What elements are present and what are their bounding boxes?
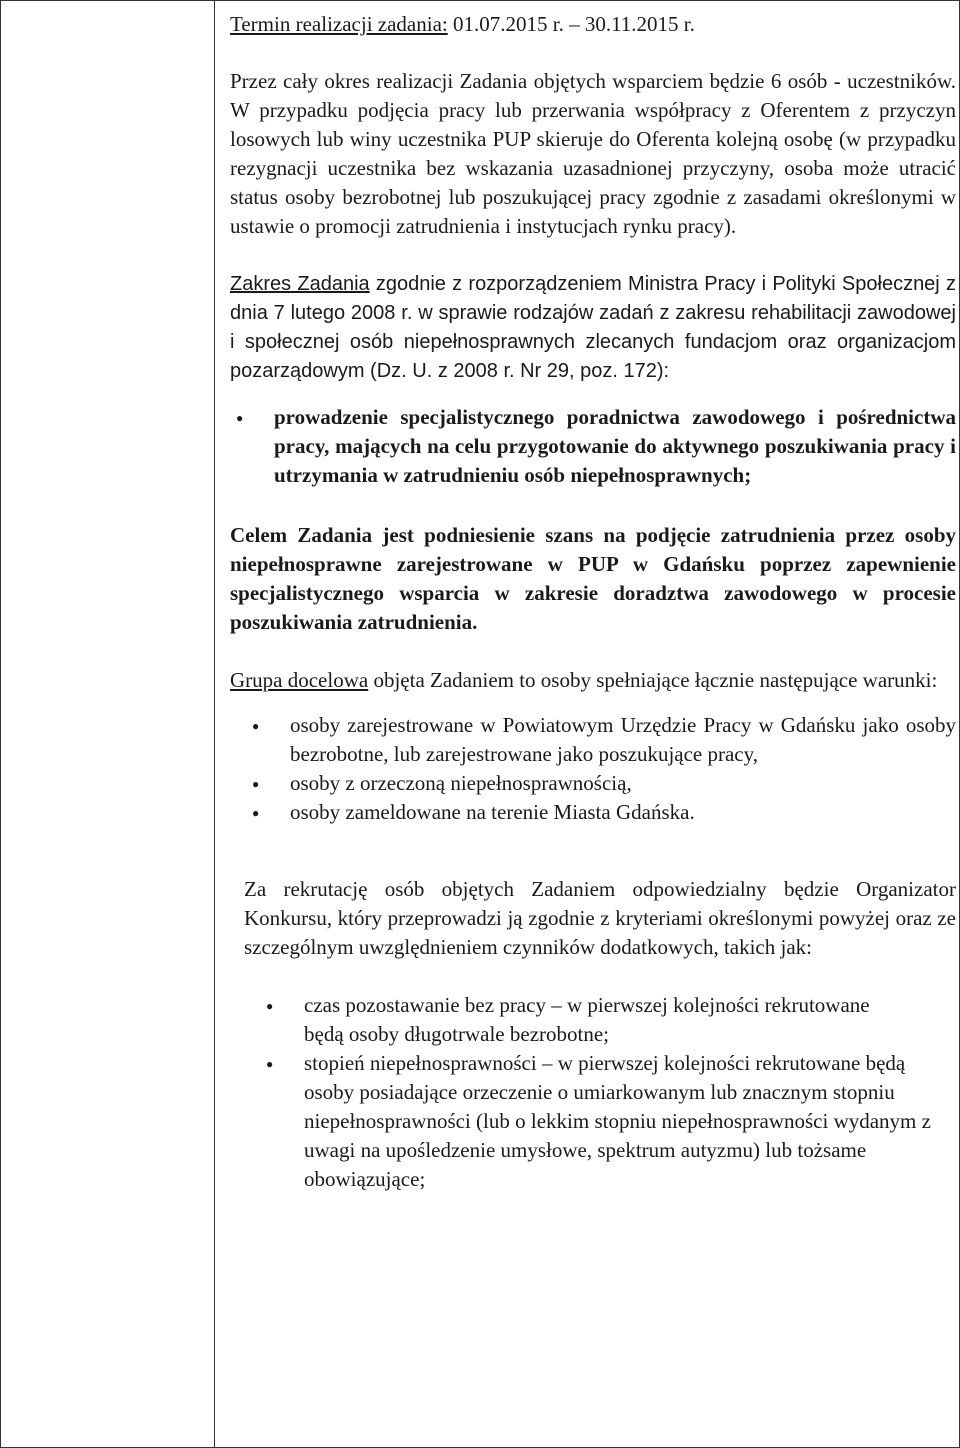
grupa-label: Grupa docelowa: [230, 668, 369, 692]
grupa-text: objęta Zadaniem to osoby spełniające łącznie następujące warunki:: [368, 668, 938, 692]
rekrutacja-list: [230, 991, 956, 1194]
zakres-list: [230, 403, 956, 490]
list-item: ● osoby z orzeczoną niepełnosprawnością,: [290, 769, 956, 798]
grupa-paragraph: [230, 666, 956, 695]
list-item: ● prowadzenie specjalistycznego poradnictwa zawodowego i pośrednictwa pracy, mających na celu przygotowanie do aktywnego poszukiwania pracy i utrzymania w zatrudnieniu osób niepełnosprawnych;: [274, 403, 956, 490]
zakres-label: Zakres Zadania: [230, 273, 370, 295]
okres-paragraph: Przez cały okres realizacji Zadania objętych wsparciem będzie 6 osób - uczestników. W przypadku podjęcia pracy lub przerwania współpracy z Oferentem z przyczyn losowych lub winy uczestnika PUP skieruje do Oferenta kolejną osobę (w przypadku rezygnacji uczestnika bez wskazania uzasadnionej przyczyny, osoba może utracić status osoby bezrobotnej lub poszukującej pracy zgodnie z zasadami określonymi w ustawie o promocji zatrudnienia i instytucjach rynku pracy).: [230, 69, 956, 238]
rekrutacja-paragraph: Za rekrutację osób objętych Zadaniem odpowiedzialny będzie Organizator Konkursu, który przeprowadzi ją zgodnie z kryteriami określonymi powyżej oraz ze szczególnym uwzględnieniem czynników dodatkowych, takich jak:: [244, 877, 956, 959]
cel-paragraph: Celem Zadania jest podniesienie szans na podjęcie zatrudnienia przez osoby niepełnosprawne zarejestrowane w PUP w Gdańsku poprzez zapewnienie specjalistycznego wsparcia w zakresie doradztwa zawodowego w procesie poszukiwania zatrudnienia.: [230, 523, 956, 634]
column-divider: [214, 0, 215, 1448]
content-cell: [230, 10, 956, 1194]
grupa-list: [230, 711, 956, 827]
list-item: ● stopień niepełnosprawności – w pierwszej kolejności rekrutowane będą osoby posiadające orzeczenie o umiarkowanym lub znacznym stopniu niepełnosprawności (lub o lekkim stopniu niepełnosprawności wydanym z uwagi na upośledzenie umysłowe, spektrum autyzmu) lub tożsame obowiązujące;: [304, 1049, 956, 1194]
zakres-text: zgodnie z rozporządzeniem Ministra Pracy i Polityki Społecznej z dnia 7 lutego 2008 r. w sprawie rodzajów zadań z zakresu rehabilitacji zawodowej i społecznej osób niepełnosprawnych zlecanych fundacjom oraz organizacjom pozarządowym (Dz. U. z 2008 r. Nr 29, poz. 172):: [230, 273, 956, 382]
termin-value: 01.07.2015 r. – 30.11.2015 r.: [447, 12, 695, 36]
termin-line: [230, 10, 956, 39]
termin-label: Termin realizacji zadania:: [230, 12, 448, 36]
list-item: ● osoby zarejestrowane w Powiatowym Urzędzie Pracy w Gdańsku jako osoby bezrobotne, lub zarejestrowane jako poszukujące pracy,: [290, 711, 956, 769]
list-item: ● czas pozostawanie bez pracy – w pierwszej kolejności rekrutowane będą osoby długotrwale bezrobotne;: [304, 991, 956, 1049]
zakres-paragraph: [230, 270, 956, 386]
list-item: ● osoby zameldowane na terenie Miasta Gdańska.: [290, 798, 956, 827]
